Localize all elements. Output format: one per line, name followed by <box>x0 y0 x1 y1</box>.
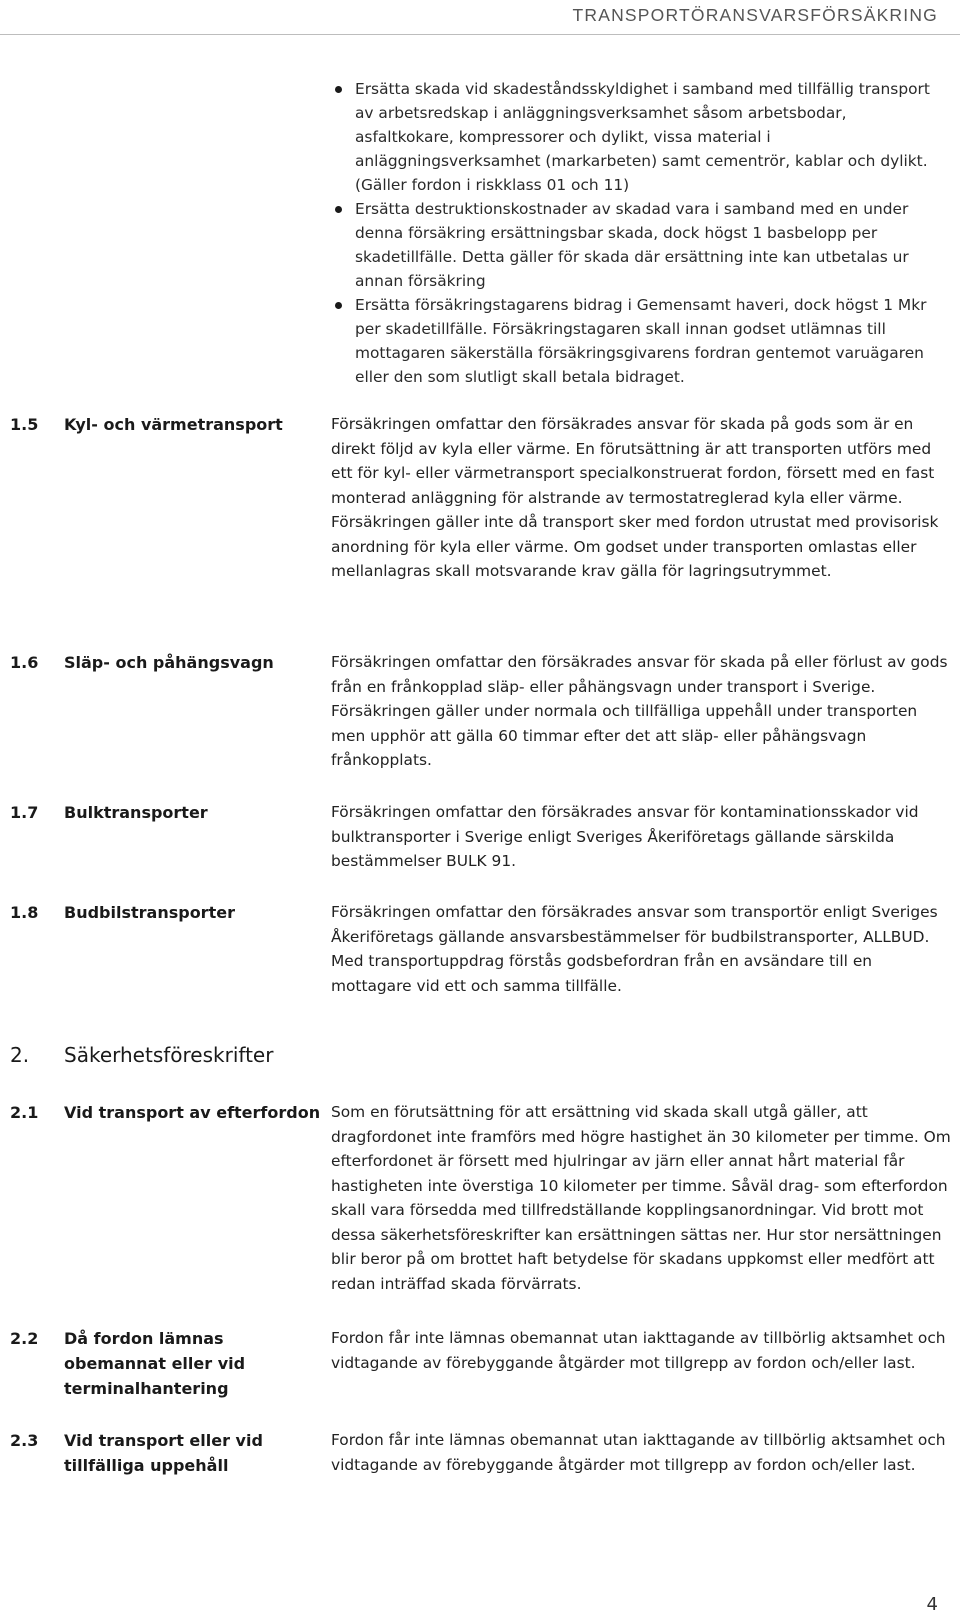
section-heading: Budbilstransporter <box>64 903 235 922</box>
section-heading: Vid transport eller vid tillfälliga uppehåll <box>64 1431 263 1475</box>
section-text: Som en förutsättning för att ersättning vid skada skall utgå gäller, att dragfordonet inte framförs med högre hastighet än 30 kilometer per timme. Om efterfordonet är försett med hjulringar av järn eller annat hårt material får hastigheten inte överstiga 10 kilometer per timme. Såväl drag- som efterfordon skall vara försedda med tillfredställande kopplingsanordningar. Vid brott mot dessa säkerhetsföreskrifter kan ersättningen sättas ner. Hur stor nersättningen blir beror på om brottet haft betydelse för skadans uppkomst eller medfört att redan inträffad skada förvärrats. <box>331 1103 951 1293</box>
section-number: 1.6 <box>10 653 39 672</box>
section-text: Fordon får inte lämnas obemannat utan iakttagande av tillbörlig aktsamhet och vidtagande av förebyggande åtgärder mot tillgrepp av fordon och/eller last. <box>331 1329 946 1372</box>
bullet-icon <box>335 206 342 213</box>
chapter-number: 2. <box>10 1043 30 1067</box>
list-item <box>333 293 948 389</box>
section-heading: Kyl- och värmetransport <box>64 415 283 434</box>
page-header <box>0 0 960 35</box>
section-number: 1.8 <box>10 903 39 922</box>
section-text: Försäkringen omfattar den försäkrades ansvar för skada på eller förlust av gods från en frånkopplad släp- eller påhängsvagn under transport i Sverige. Försäkringen gäller under normala och tillfälliga uppehåll under transporten men upphör att gälla 60 timmar efter det att släp- eller påhängsvagn frånkopplats. <box>331 653 948 769</box>
bullet-text: Ersätta skada vid skadeståndsskyldighet i samband med tillfällig transport av arbetsredskap i anläggningsverksamhet såsom arbetsbodar, asfaltkokare, kompressorer och dylikt, vissa material i anläggningsverksamhet (markarbeten) samt cementrör, kablar och dylikt. (Gäller fordon i riskklass 01 och 11) <box>355 80 930 194</box>
section-text: Försäkringen omfattar den försäkrades ansvar som transportör enligt Sveriges Åkeriföretags gällande ansvarsbestämmelser för budbilstransporter, ALLBUD. Med transportuppdrag förstås godsbefordran från en avsändare till en mottagare vid ett och samma tillfälle. <box>331 903 938 995</box>
bullet-icon <box>335 302 342 309</box>
section-number: 1.7 <box>10 803 39 822</box>
bullet-list <box>333 77 948 389</box>
list-item <box>333 77 948 197</box>
chapter-title: Säkerhetsföreskrifter <box>64 1043 274 1067</box>
section-number: 1.5 <box>10 415 39 434</box>
section-heading: Vid transport av efterfordon <box>64 1103 321 1122</box>
page-number: 4 <box>926 1594 938 1615</box>
section-heading: Släp- och påhängsvagn <box>64 653 274 672</box>
section-number: 2.2 <box>10 1329 39 1348</box>
section-text: Försäkringen omfattar den försäkrades ansvar för skada på gods som är en direkt följd av kyla eller värme. En förutsättning är att transporten utförs med ett för kyl- eller värmetransport specialkonstruerat fordon, försett med en fast monterad anläggning för alstrande av termostatreglerad kyla eller värme. Försäkringen gäller inte då transport sker med fordon utrustat med provisorisk anordning för kyla eller värme. Om godset under transporten omlastas eller mellanlagras skall motsvarande krav gälla för lagringsutrymmet. <box>331 415 939 580</box>
section-heading: Då fordon lämnas obemannat eller vid terminalhantering <box>64 1329 246 1398</box>
bullet-text: Ersätta destruktionskostnader av skadad vara i samband med en under denna försäkring ersättningsbar skada, dock högst 1 basbelopp per skadetillfälle. Detta gäller för skada där ersättning inte kan utbetalas ur annan försäkring <box>355 200 909 290</box>
list-item <box>333 197 948 293</box>
section-number: 2.3 <box>10 1431 39 1450</box>
section-text: Fordon får inte lämnas obemannat utan iakttagande av tillbörlig aktsamhet och vidtagande av förebyggande åtgärder mot tillgrepp av fordon och/eller last. <box>331 1431 946 1474</box>
document-title: TRANSPORTÖRANSVARSFÖRSÄKRING <box>572 5 938 25</box>
section-number: 2.1 <box>10 1103 39 1122</box>
bullet-text: Ersätta försäkringstagarens bidrag i Gemensamt haveri, dock högst 1 Mkr per skadetillfälle. Försäkringstagaren skall innan godset utlämnas till mottagaren säkerställa försäkringsgivarens fordran gentemot varuägaren eller den som slutligt skall betala bidraget. <box>355 296 927 386</box>
section-heading: Bulktransporter <box>64 803 208 822</box>
bullet-icon <box>335 86 342 93</box>
section-text: Försäkringen omfattar den försäkrades ansvar för kontaminationsskador vid bulktransporter i Sverige enligt Sveriges Åkeriföretags gällande särskilda bestämmelser BULK 91. <box>331 803 919 870</box>
